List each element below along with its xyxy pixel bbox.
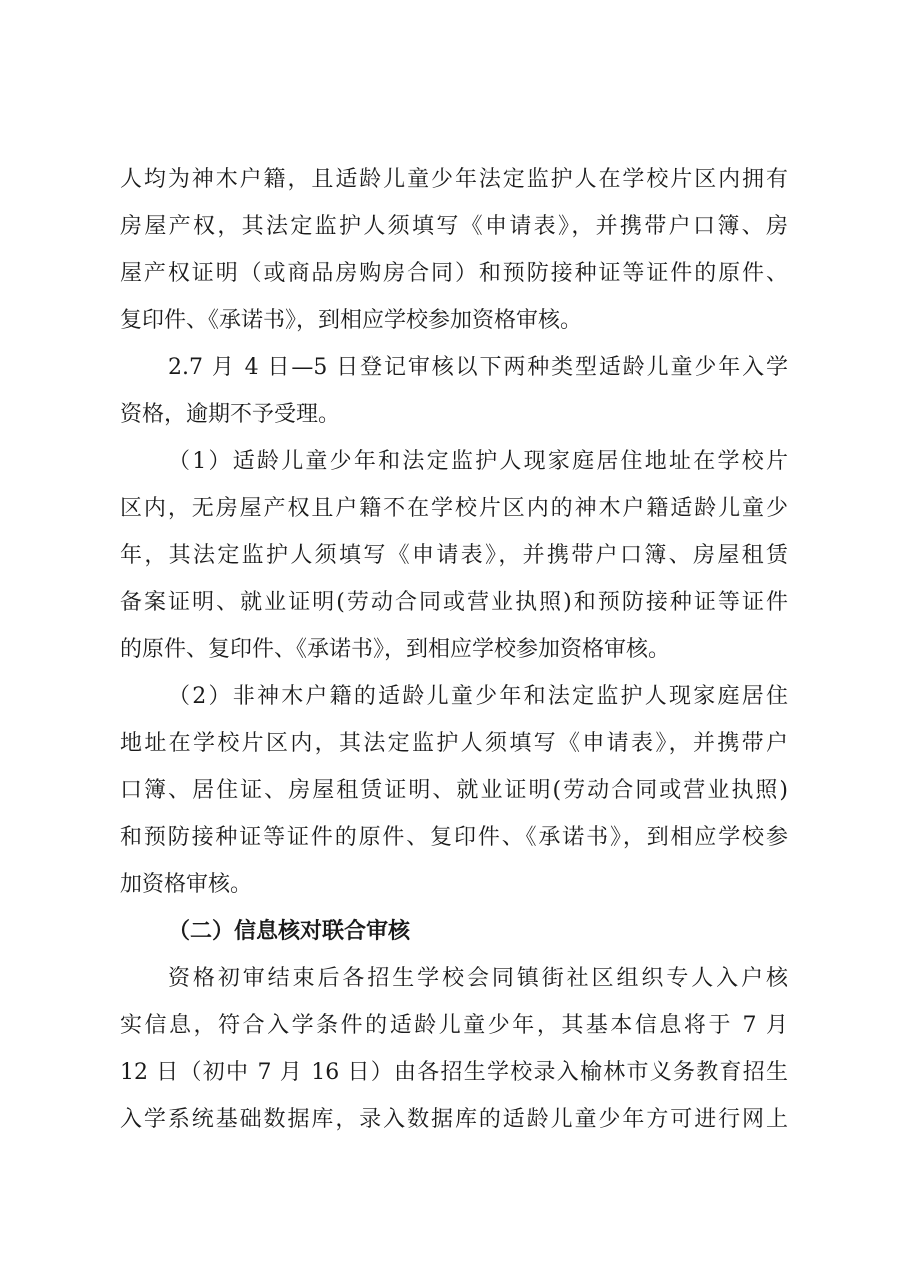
body-text-line: 的原件、复印件、《承诺书》，到相应学校参加资格审核。	[120, 637, 671, 662]
body-text-line: 和预防接种证等证件的原件、复印件、《承诺书》，到相应学校参	[120, 825, 788, 850]
body-text-line: 12 日（初中 7 月 16 日）由各招生学校录入榆林市义务教育招生	[120, 1060, 788, 1085]
body-text-line: 地址在学校片区内，其法定监护人须填写《申请表》，并携带户	[120, 731, 788, 756]
body-text-line: 房屋产权，其法定监护人须填写《申请表》，并携带户口簿、房	[120, 214, 788, 239]
body-text-line: 屋产权证明（或商品房购房合同）和预防接种证等证件的原件、	[120, 261, 788, 286]
body-text-line: 区内，无房屋产权且户籍不在学校片区内的神木户籍适龄儿童少	[120, 496, 788, 521]
paragraph-first-line: 资格初审结束后各招生学校会同镇街社区组织专人入户核	[168, 966, 788, 991]
section-heading: （二）信息核对联合审核	[168, 919, 411, 944]
body-text-line: 备案证明、就业证明(劳动合同或营业执照)和预防接种证等证件	[120, 590, 788, 615]
body-text-line: 实信息，符合入学条件的适龄儿童少年，其基本信息将于 7 月	[120, 1013, 788, 1038]
body-text-line: 资格，逾期不予受理。	[120, 402, 341, 427]
body-text-line: 入学系统基础数据库，录入数据库的适龄儿童少年方可进行网上	[120, 1107, 788, 1132]
body-text-line: 加资格审核。	[120, 872, 253, 897]
paragraph-first-line: 2.7 月 4 日—5 日登记审核以下两种类型适龄儿童少年入学	[168, 355, 788, 380]
body-text-line: 年，其法定监护人须填写《申请表》，并携带户口簿、房屋租赁	[120, 543, 788, 568]
body-text-line: 人均为神木户籍，且适龄儿童少年法定监护人在学校片区内拥有	[120, 167, 788, 192]
body-text-line: 口簿、居住证、房屋租赁证明、就业证明(劳动合同或营业执照)	[120, 778, 788, 803]
body-text-line: 复印件、《承诺书》，到相应学校参加资格审核。	[120, 308, 583, 333]
paragraph-first-line: （1）适龄儿童少年和法定监护人现家庭居住地址在学校片	[168, 449, 788, 474]
document-body	[120, 156, 788, 1143]
paragraph-first-line: （2）非神木户籍的适龄儿童少年和法定监护人现家庭居住	[168, 684, 788, 709]
